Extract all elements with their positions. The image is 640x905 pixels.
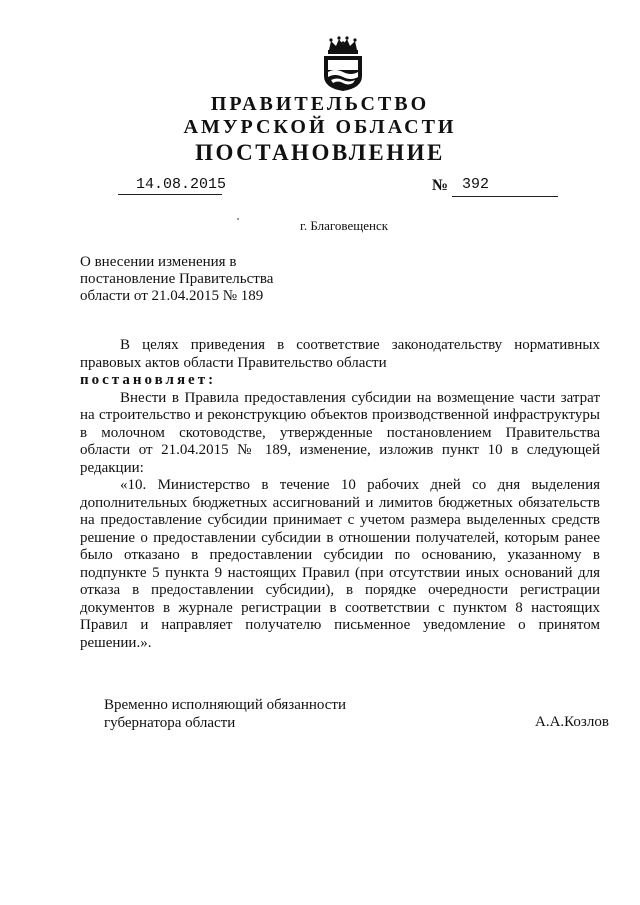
number-underline (452, 196, 558, 197)
decree-word: постановляет: (80, 372, 217, 388)
signatory-name: А.А.Козлов (535, 714, 609, 730)
subject-line: постановление Правительства (80, 271, 274, 287)
city-name: г. Благовещенск (300, 218, 389, 233)
signatory-title (104, 696, 346, 732)
document-subject (80, 254, 340, 305)
scan-speck (237, 218, 239, 220)
document-type-title: ПОСТАНОВЛЕНИЕ (195, 140, 445, 165)
document-number: 392 (462, 176, 490, 193)
document-body (80, 337, 600, 652)
preamble-paragraph: В целях приведения в соответствие законодательству нормативных правовых актов области Правительство области (80, 337, 600, 371)
amendment-paragraph: Внести в Правила предоставления субсидии на возмещение части затрат на строительство и реконструкцию объектов производственной инфраструктуры в молочном скотоводстве, утвержденные постановлением Правительства области от 21.04.2015 № 189, изменение, изложив пункт 10 в следующей редакции: (80, 389, 600, 476)
number-sign: № (432, 177, 449, 194)
date-underline (118, 194, 222, 195)
signatory-title-line: губернатора области (104, 715, 236, 731)
subject-line: О внесении изменения в (80, 254, 237, 270)
document-date: 14.08.2015 (136, 176, 227, 193)
government-title: ПРАВИТЕЛЬСТВО (210, 93, 430, 115)
coat-of-arms-emblem (319, 36, 367, 92)
new-clause-paragraph: «10. Министерство в течение 10 рабочих дней со дня выделения дополнительных бюджетных ассигнований и лимитов бюджетных обязательств на предоставление субсидии принимает с учетом размера выделенных средств решение о предоставлении субсидии в отношении получателей, которым ранее было отказано в предоставлении субсидии по основанию, указанному в подпункте 5 пункта 9 настоящих Правил (при отсутствии иных оснований для отказа в предоставлении субсидии), в порядке очередности регистрации документов в журнале регистрации в соответствии с пунктом 8 настоящих Правил и направляет получателю письменное уведомление о принятом решении.». (80, 477, 600, 651)
region-title: АМУРСКОЙ ОБЛАСТИ (183, 116, 457, 138)
subject-line: области от 21.04.2015 № 189 (80, 288, 264, 304)
signatory-title-line: Временно исполняющий обязанности (104, 697, 347, 713)
